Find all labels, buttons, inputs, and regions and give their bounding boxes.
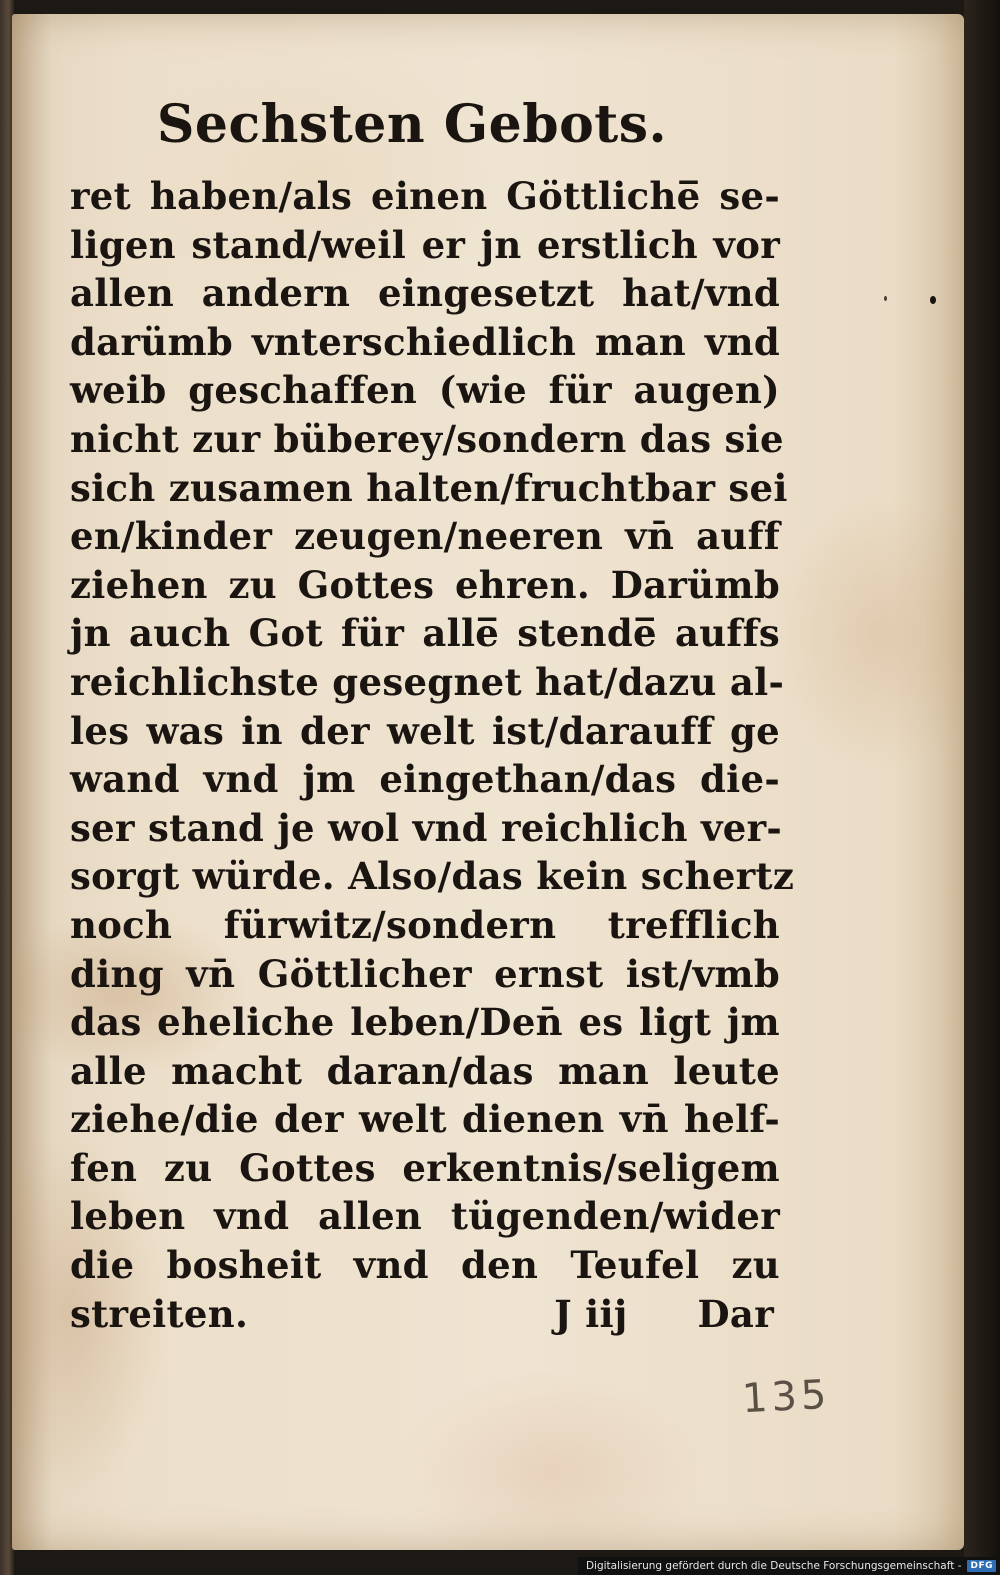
ink-speck — [930, 296, 936, 304]
catchword: Dar — [697, 1291, 774, 1336]
text-line: ding vn̄ Göttlicher ernst ist/vmb — [70, 951, 780, 996]
book-page — [12, 14, 964, 1550]
running-head-text: Sechsten Gebots. — [156, 94, 668, 155]
text-line: sich zusamen halten/fruchtbar sei — [70, 465, 788, 510]
text-line: wand vnd jm eingethan/das die- — [70, 757, 780, 802]
text-line: fen zu Gottes erkentnis/seligem — [70, 1145, 780, 1190]
page-edge-shadow — [964, 0, 1000, 1575]
text-line: alle macht daran/das man leute — [70, 1048, 780, 1093]
text-line: nicht zur büberey/sondern das sie — [70, 416, 784, 461]
text-line: ziehe/die der welt dienen vn̄ helf- — [70, 1097, 780, 1142]
text-line: darümb vnterschiedlich man vnd — [70, 319, 780, 364]
dfg-logo: DFG — [967, 1560, 996, 1572]
text-block — [70, 172, 795, 1338]
text-line: die bosheit vnd den Teufel zu — [70, 1243, 780, 1288]
digitization-credit-bar — [578, 1557, 1000, 1575]
signature-mark: J iij — [554, 1291, 628, 1336]
text-line: ser stand je wol vnd reichlich ver- — [70, 805, 783, 850]
text-line: reichlichste gesegnet hat/dazu al- — [70, 659, 785, 704]
final-line — [70, 1290, 780, 1339]
text-line: ziehen zu Gottes ehren. Darümb — [70, 562, 780, 607]
signature-group — [554, 1290, 780, 1339]
text-line: noch fürwitz/sondern trefflich — [70, 902, 780, 947]
text-line: ligen stand/weil er jn erstlich vor — [70, 222, 780, 267]
text-line: allen andern eingesetzt hat/vnd — [70, 271, 780, 316]
credit-text: Digitalisierung gefördert durch die Deutsche Forschungsgemeinschaft - — [585, 1560, 962, 1572]
ink-speck — [884, 296, 887, 301]
text-line: jn auch Got für alle̅ stende̅ auffs — [70, 611, 780, 656]
final-word: streiten. — [70, 1291, 249, 1336]
text-line: sorgt würde. Also/das kein schertz — [70, 854, 795, 899]
running-head — [12, 94, 812, 155]
text-line: en/kinder zeugen/neeren vn̄ auff — [70, 514, 780, 559]
text-line: ret haben/als einen Göttliche̅ se- — [70, 174, 780, 218]
text-line: les was in der welt ist/darauff ge — [70, 708, 780, 753]
text-line: weib geschaffen (wie für augen) — [70, 368, 780, 413]
text-line: leben vnd allen tügenden/wider — [70, 1194, 780, 1239]
handwritten-folio-number: 135 — [740, 1371, 832, 1423]
text-line: das eheliche leben/Den̄ es ligt jm — [70, 1000, 780, 1045]
